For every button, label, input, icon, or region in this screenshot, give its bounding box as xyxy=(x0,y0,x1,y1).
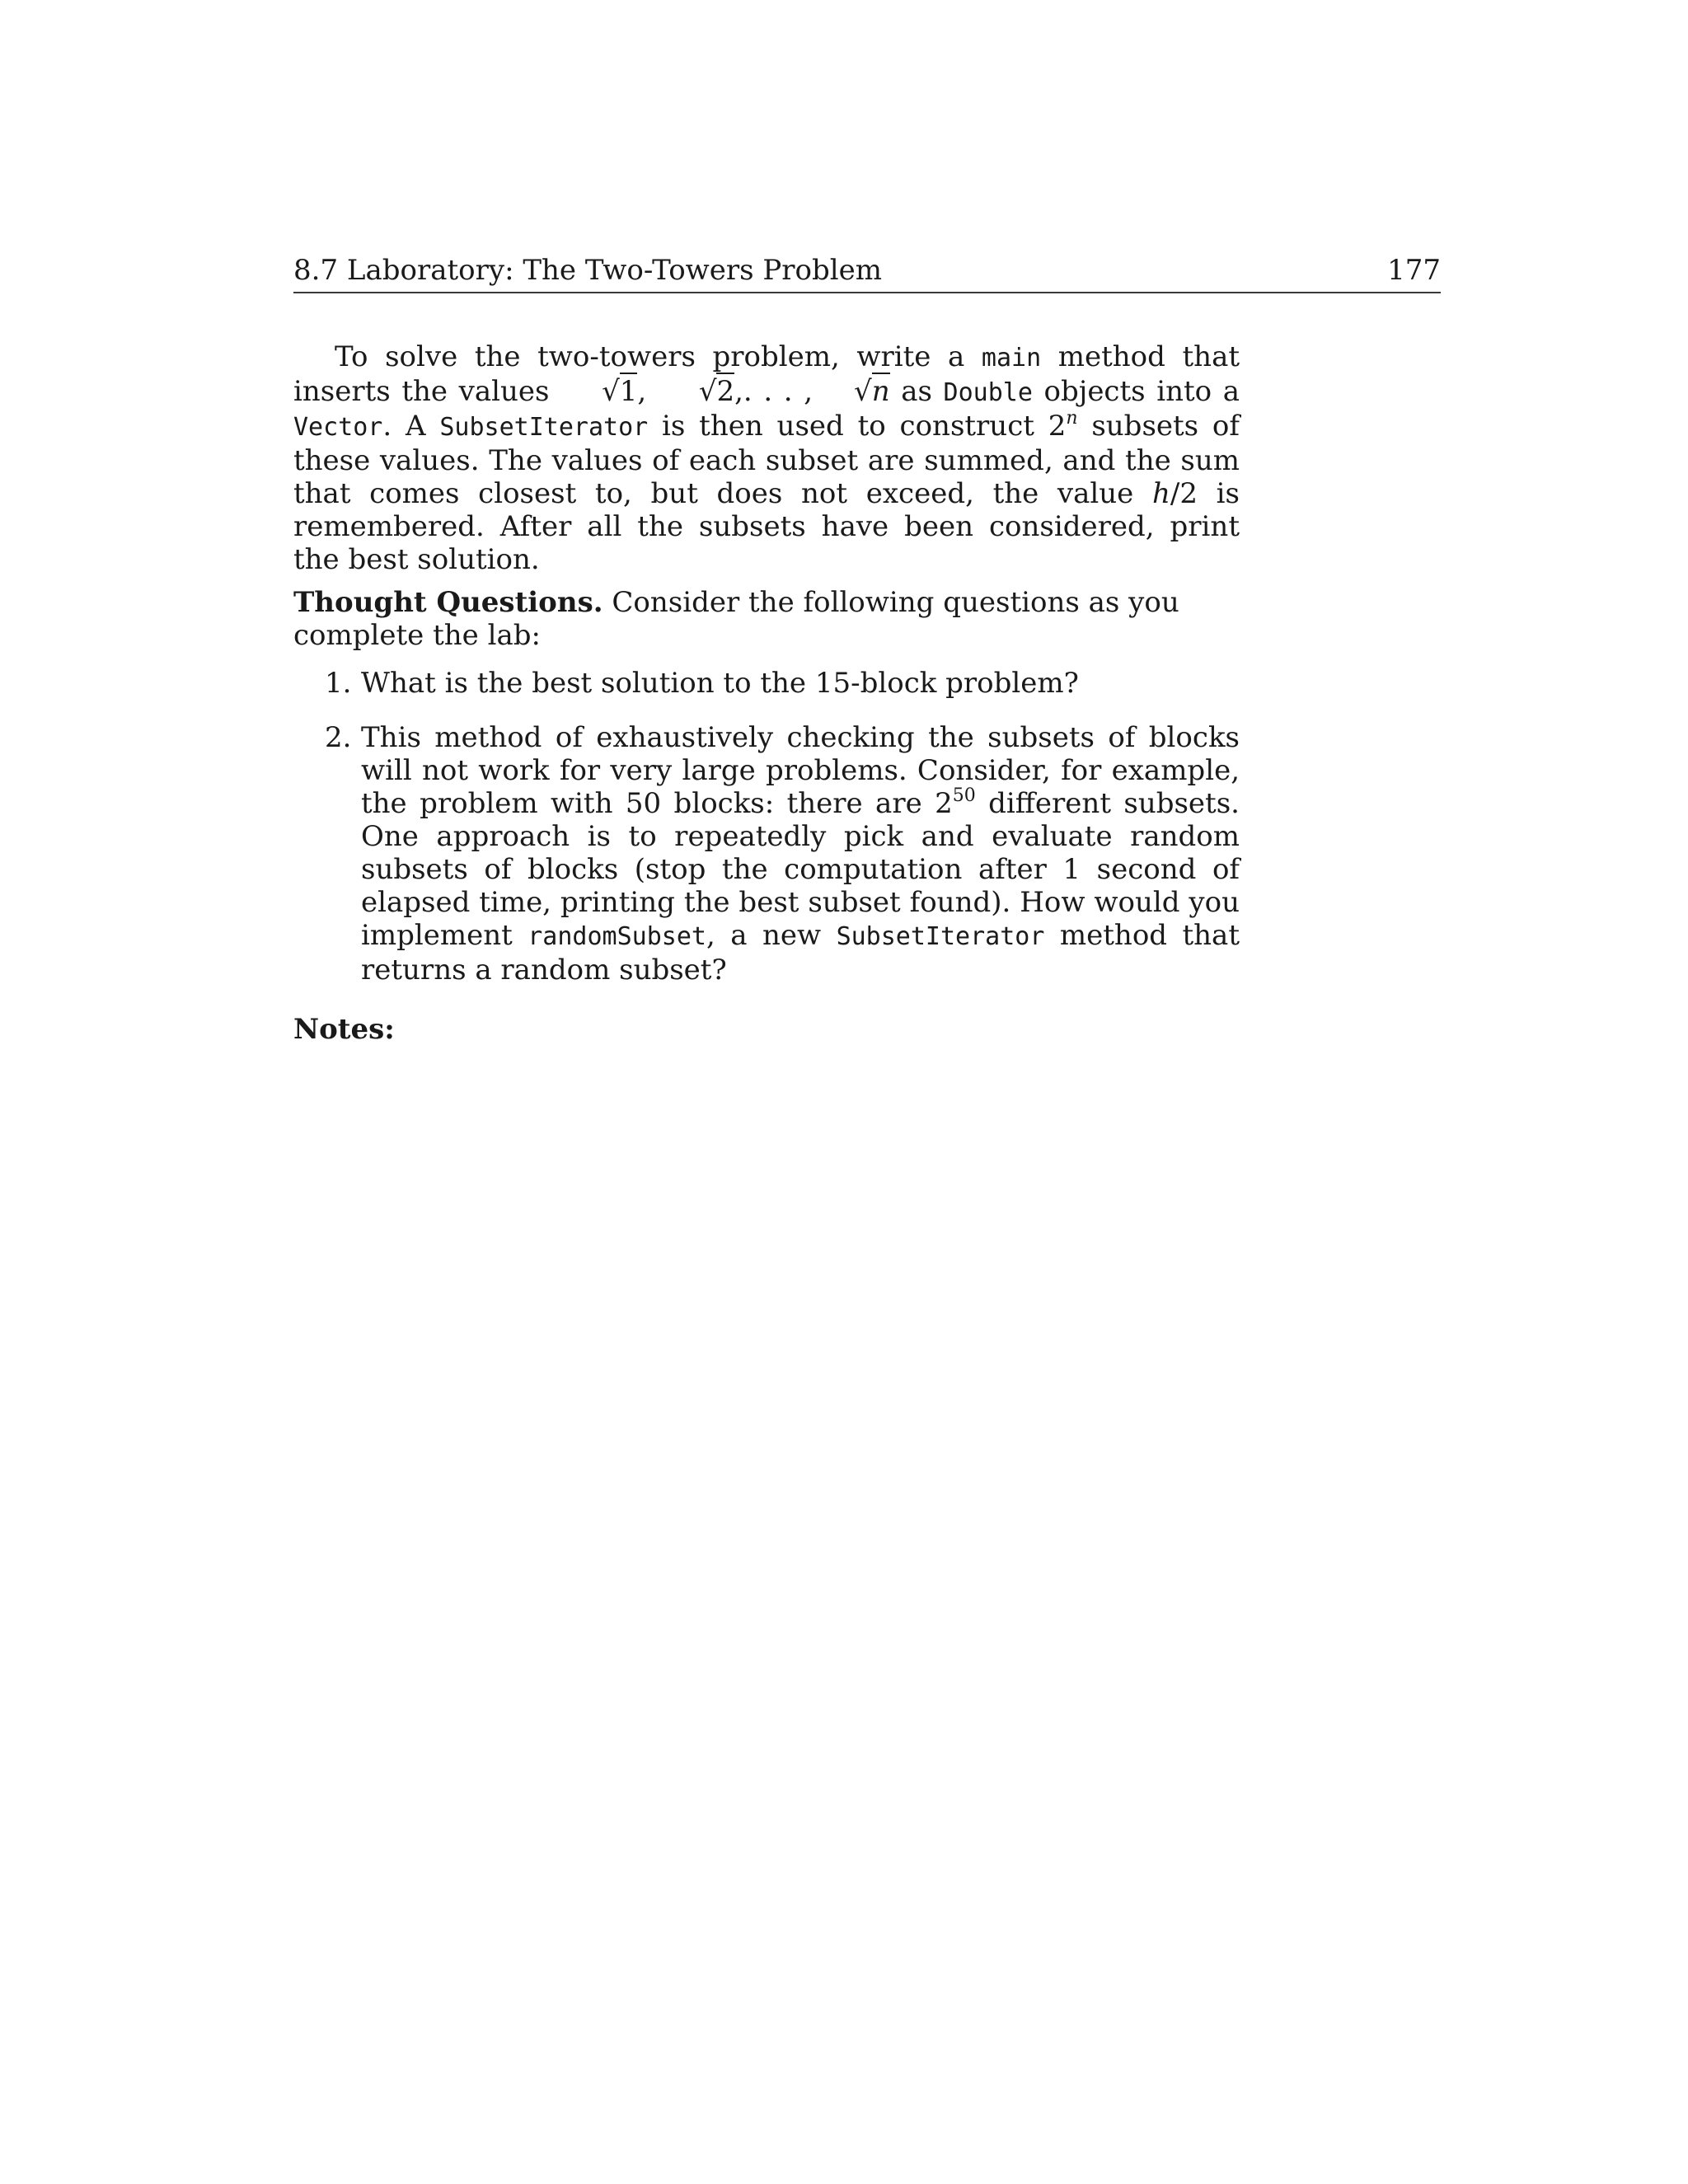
code-vector: Vector xyxy=(293,413,383,442)
sqrt-one: √1 xyxy=(560,375,637,408)
code-double: Double xyxy=(943,378,1033,407)
intro-paragraph: To solve the two-towers problem, write a main method that inserts the values √1, √2,. . . , √n as Double objects into a Vector. A SubsetIterator is then used to construct 2$^n$ subsets of these values. The values of each subset are summed, and the sum that comes closest to, but does not exceed, the value h/2 is remembered. After all the subsets have been considered, print the best solution. xyxy=(293,340,1240,576)
sqrt-two: √2 xyxy=(658,375,734,408)
code-subset-iterator: SubsetIterator xyxy=(439,413,649,442)
question-item: 1. What is the best solution to the 15-block problem? xyxy=(325,667,1079,700)
section-title: 8.7 Laboratory: The Two-Towers Problem xyxy=(293,254,882,287)
code-subset-iterator: SubsetIterator xyxy=(836,922,1045,951)
math-h: h xyxy=(1151,477,1170,510)
thought-questions-heading: Thought Questions. xyxy=(293,586,603,619)
thought-questions-line: Thought Questions. Consider the following questions as you complete the lab: xyxy=(293,586,1179,652)
power-2-50: $2^{50}$ xyxy=(935,785,976,820)
question-number: 2. xyxy=(325,721,352,754)
sqrt-n: √n xyxy=(813,375,890,408)
math-half: /2 xyxy=(1170,477,1198,510)
power-2n: 2$^n$ xyxy=(1048,408,1078,443)
running-header xyxy=(293,252,1441,293)
page-body xyxy=(293,340,1240,1046)
question-item: 2. This method of exhaustively checking the subsets of blocks will not work for very large problems. Consider, for example, the problem with 50 blocks: there are $2^{50}$ different subsets. One approach is to repeatedly pick and evaluate random subsets of blocks (stop the computation after 1 second of elapsed time, printing the best subset found). How would you implement randomSubset, a new SubsetIterator method that returns a random subset? xyxy=(325,721,1240,987)
page-number: 177 xyxy=(1387,254,1441,287)
question-list xyxy=(293,667,1240,987)
notes-label: Notes: xyxy=(293,1013,395,1046)
code-main: main xyxy=(981,344,1042,373)
question-number: 1. xyxy=(325,667,352,700)
code-random-subset: randomSubset xyxy=(528,922,706,951)
